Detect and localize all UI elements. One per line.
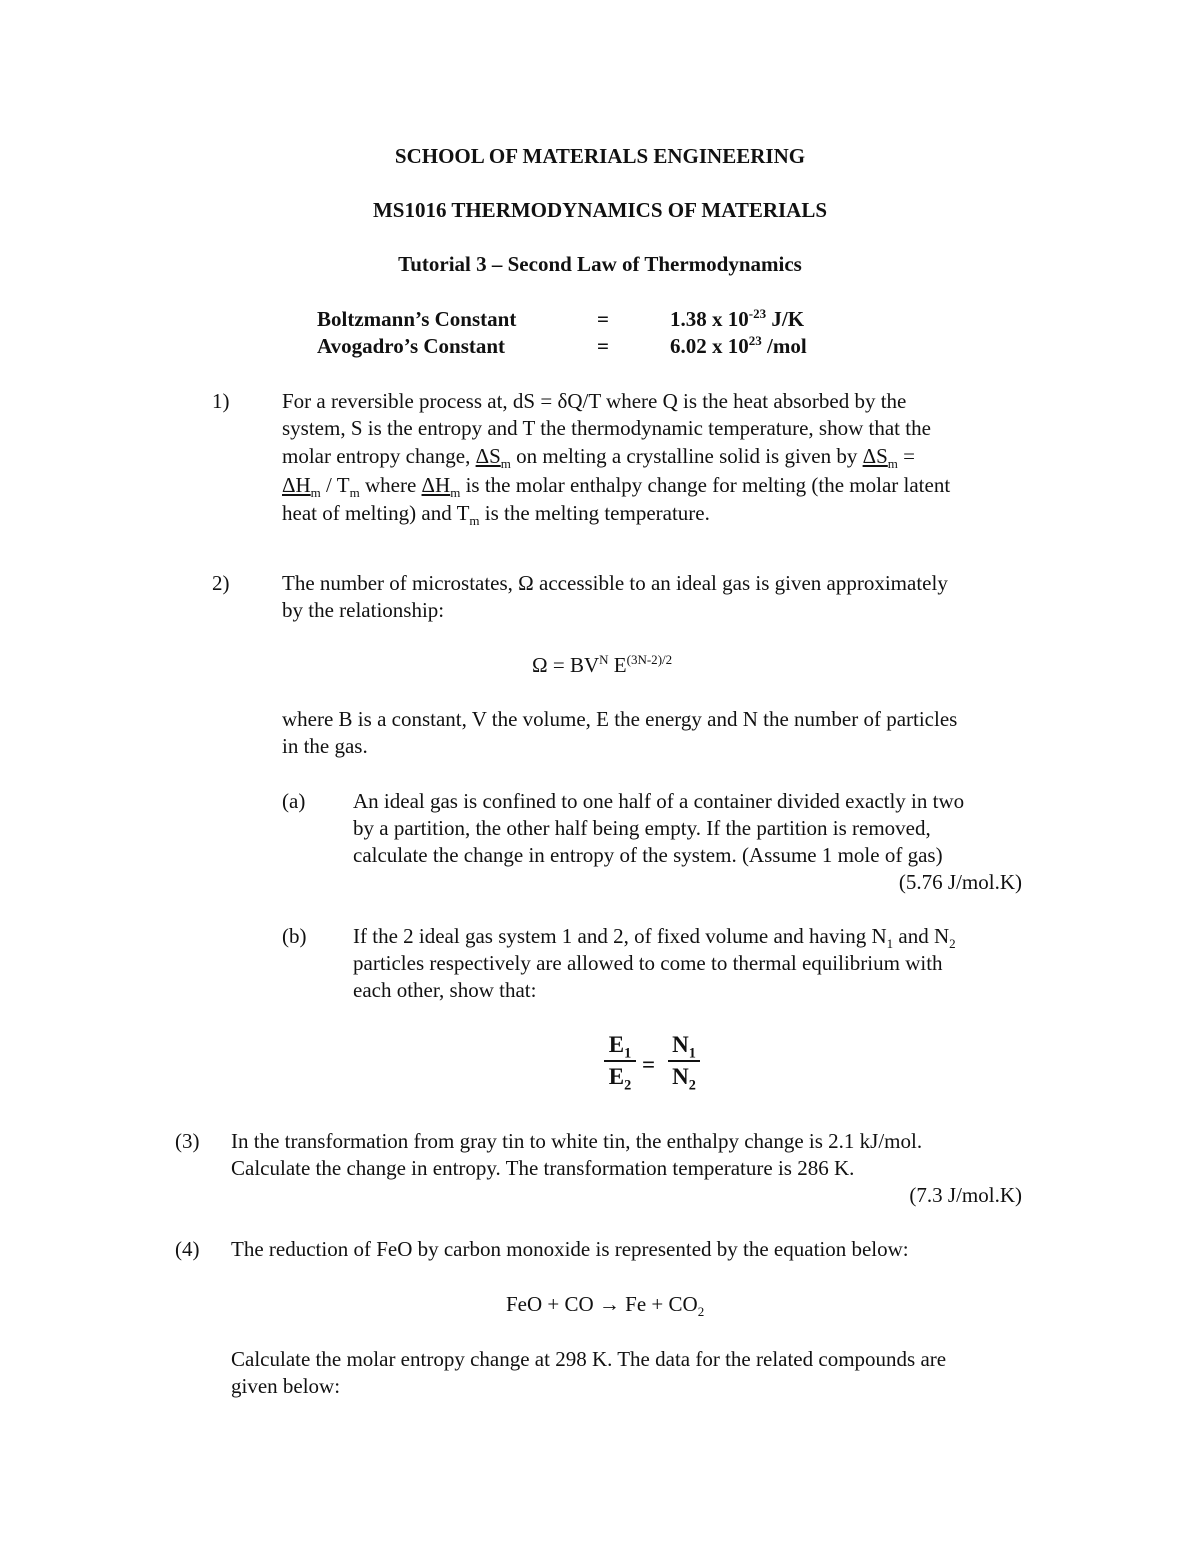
q3-number: (3) — [175, 1129, 200, 1153]
avogadro-label: Avogadro’s Constant — [317, 334, 506, 358]
q4-line-3: given below: — [231, 1374, 341, 1398]
q2a-line-2: by a partition, the other half being empty. If the partition is removed, — [353, 816, 931, 840]
q2-where-line-2: in the gas. — [282, 734, 368, 758]
q2-line-2: by the relationship: — [282, 598, 445, 622]
avogadro-equals: = — [597, 334, 609, 358]
boltzmann-label: Boltzmann’s Constant — [317, 307, 517, 331]
fraction-n1: $N_1$ — [672, 1032, 696, 1062]
q1-number: 1) — [212, 389, 230, 413]
tutorial-title: Tutorial 3 – Second Law of Thermodynamics — [398, 252, 802, 276]
q4-reaction-equation: FeO + CO → $Fe + CO_2$ — [506, 1292, 705, 1320]
q2b-label: (b) — [282, 924, 307, 948]
q1-line-5: heat of melting) and $T_m$ is the melting temperature. — [282, 501, 710, 529]
q3-answer: (7.3 J/mol.K) — [909, 1183, 1022, 1207]
avogadro-value: 6.02 x $10^{23}$ /mol — [670, 333, 807, 358]
course-title: MS1016 THERMODYNAMICS OF MATERIALS — [372, 198, 828, 222]
q3-line-1: In the transformation from gray tin to white tin, the enthalpy change is 2.1 kJ/mol. — [231, 1129, 923, 1153]
q1-line-3: molar entropy change, $\Delta S_m$ on melting a crystalline solid is given by $\Delta S_m$ = — [282, 444, 916, 472]
fraction-energy — [600, 1032, 640, 1094]
boltzmann-value: 1.38 x $10^{-23}$ J/K — [670, 306, 805, 331]
fraction-particles — [664, 1032, 704, 1094]
fraction-n2: $N_2$ — [672, 1064, 696, 1094]
q2-where-line-1: where B is a constant, V the volume, E the energy and N the number of particles — [282, 707, 958, 731]
fraction-equals: = — [642, 1052, 656, 1077]
q2a-label: (a) — [282, 789, 306, 813]
q2a-line-3: calculate the change in entropy of the system. (Assume 1 mole of gas) — [353, 843, 943, 867]
q2b-line-3: each other, show that: — [353, 978, 537, 1002]
q2-number: 2) — [212, 571, 230, 595]
q4-line-2: Calculate the molar entropy change at 298 K. The data for the related compounds are — [231, 1347, 947, 1371]
q3-line-2: Calculate the change in entropy. The transformation temperature is 286 K. — [231, 1156, 855, 1180]
q4-line-1: The reduction of FeO by carbon monoxide is represented by the equation below: — [231, 1237, 909, 1261]
fraction-e1: $E_1$ — [608, 1032, 632, 1062]
q2b-line-2: particles respectively are allowed to come to thermal equilibrium with — [353, 951, 943, 975]
q1-line-1: For a reversible process at, dS = δQ/T where Q is the heat absorbed by the — [282, 389, 907, 413]
q1-line-4: $\Delta H_m / T_m$ where $\Delta H_m$ is the molar enthalpy change for melting (the molar latent — [282, 473, 951, 501]
school-title: SCHOOL OF MATERIALS ENGINEERING — [394, 144, 806, 168]
q1-line-2: system, S is the entropy and T the thermodynamic temperature, show that the — [282, 416, 931, 440]
q2-microstate-equation: $\Omega = BV^N$ $E^{(3N-2)/2}$ — [532, 652, 673, 677]
q4-number: (4) — [175, 1237, 200, 1261]
q2b-line-1: If the 2 ideal gas system 1 and 2, of fixed volume and having $N_1$ and $N_2$ — [353, 924, 956, 952]
q2a-answer: (5.76 J/mol.K) — [898, 870, 1022, 894]
q2-line-1: The number of microstates, Ω accessible to an ideal gas is given approximately — [282, 571, 948, 595]
boltzmann-equals: = — [597, 307, 609, 331]
q2a-line-1: An ideal gas is confined to one half of a container divided exactly in two — [353, 789, 965, 813]
fraction-e2: $E_2$ — [608, 1064, 632, 1094]
